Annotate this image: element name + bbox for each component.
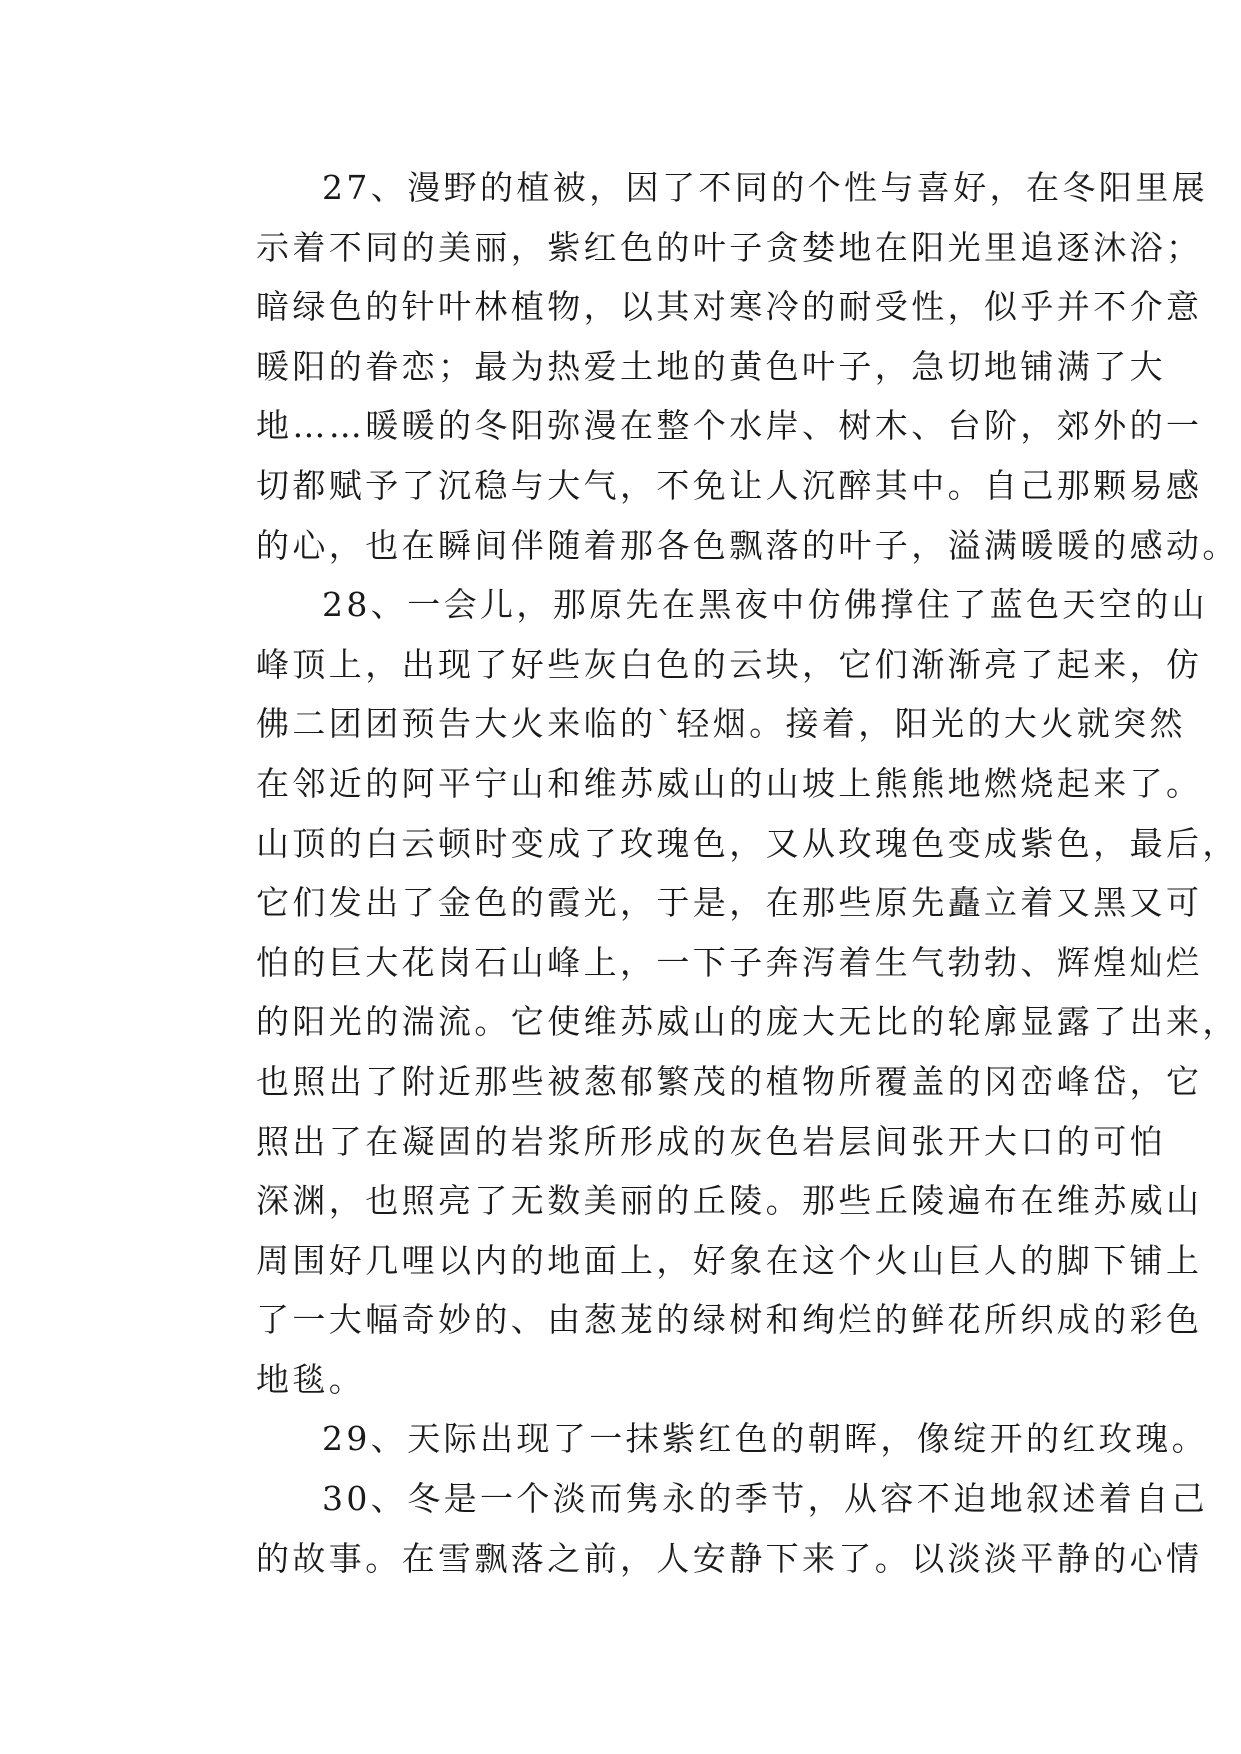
text-line: 切都赋予了沉稳与大气，不免让人沉醉其中。自己那颗易感 xyxy=(256,465,1203,505)
text-line: 27、漫野的植被，因了不同的个性与喜好，在冬阳里展 xyxy=(322,168,1208,207)
text-line: 暗绿色的针叶林植物，以其对寒冷的耐受性，似乎并不介意 xyxy=(256,287,1203,327)
text-line: 在邻近的阿平宁山和维苏威山的山坡上熊熊地燃烧起来了。 xyxy=(256,763,1203,803)
text-line: 30、冬是一个淡而隽永的季节，从容不迫地叙述着自己 xyxy=(322,1479,1208,1519)
text-line: 了一大幅奇妙的、由葱茏的绿树和绚烂的鲜花所织成的彩色 xyxy=(256,1300,1203,1340)
text-line: 地……暖暖的冬阳弥漫在整个水岸、树木、台阶，郊外的一 xyxy=(256,406,1203,446)
document-body xyxy=(190,158,1239,1588)
text-line: 的故事。在雪飘落之前，人安静下来了。以淡淡平静的心情 xyxy=(256,1538,1203,1578)
paragraph-28 xyxy=(190,575,1239,1409)
text-line: 暖阳的眷恋；最为热爱土地的黄色叶子，急切地铺满了大 xyxy=(256,346,1166,386)
text-line: 深渊，也照亮了无数美丽的丘陵。那些丘陵遍布在维苏威山 xyxy=(256,1181,1203,1221)
text-line: 峰顶上，出现了好些灰白色的云块，它们渐渐亮了起来，仿 xyxy=(256,644,1203,684)
paragraph-29 xyxy=(190,1409,1208,1469)
text-line: 也照出了附近那些被葱郁繁茂的植物所覆盖的冈峦峰岱，它 xyxy=(256,1061,1203,1101)
text-line: 照出了在凝固的岩浆所形成的灰色岩层间张开大口的可怕 xyxy=(256,1121,1166,1161)
text-line: 的心，也在瞬间伴随着那各色飘落的叶子，溢满暖暖的感动。 xyxy=(256,525,1239,565)
text-line: 29、天际出现了一抹紫红色的朝晖，像绽开的红玫瑰。 xyxy=(322,1419,1208,1459)
text-line: 怕的巨大花岗石山峰上，一下子奔泻着生气勃勃、辉煌灿烂 xyxy=(256,942,1203,982)
paragraph-27 xyxy=(190,158,1239,575)
text-line: 地毯。 xyxy=(256,1359,366,1399)
text-line: 的阳光的湍流。它使维苏威山的庞大无比的轮廓显露了出来， xyxy=(256,1002,1239,1042)
text-line: 佛二团团预告大火来临的`轻烟。接着，阳光的大火就突然 xyxy=(256,704,1186,744)
text-line: 周围好几哩以内的地面上，好象在这个火山巨人的脚下铺上 xyxy=(256,1240,1203,1280)
text-line: 28、一会儿，那原先在黑夜中仿佛撑住了蓝色天空的山 xyxy=(322,585,1208,625)
text-line: 它们发出了金色的霞光，于是，在那些原先矗立着又黑又可 xyxy=(256,883,1203,923)
text-line: 示着不同的美丽，紫红色的叶子贪婪地在阳光里追逐沐浴； xyxy=(256,227,1203,267)
paragraph-30 xyxy=(190,1469,1208,1588)
text-line: 山顶的白云顿时变成了玫瑰色，又从玫瑰色变成紫色，最后， xyxy=(256,823,1239,863)
